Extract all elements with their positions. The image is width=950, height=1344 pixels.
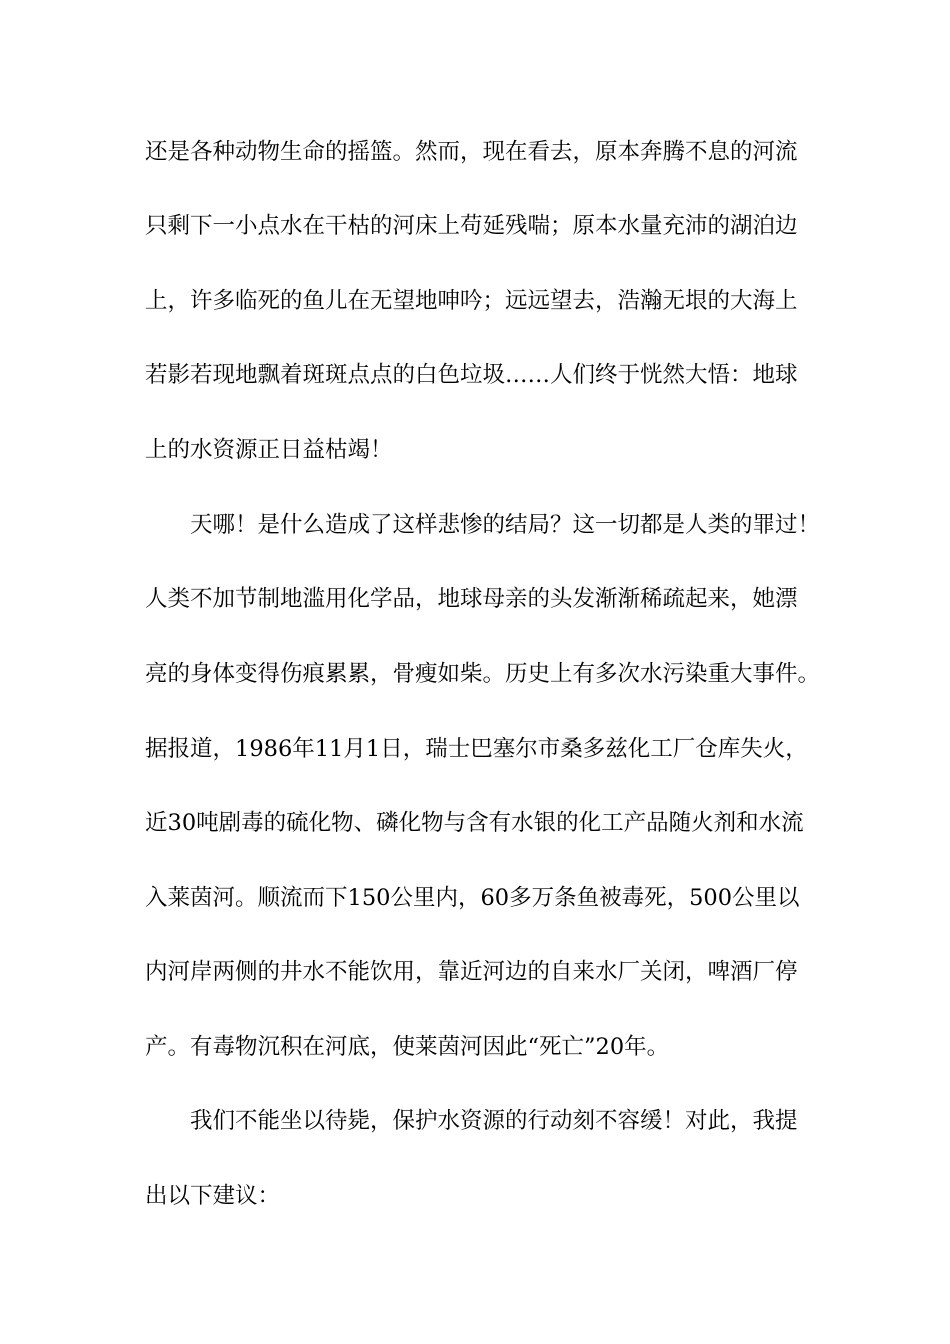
paragraph-3-line-1: 我们不能坐以待毙，保护水资源的行动刻不容缓！对此，我提 [190,1108,798,1134]
paragraph-2-line-2: 人类不加节制地滥用化学品，地球母亲的头发渐渐稀疏起来，她漂 [145,586,798,612]
paragraph-1-line-3: 上，许多临死的鱼儿在无望地呻吟；远远望去，浩瀚无垠的大海上 [145,288,798,314]
paragraph-2-line-7: 内河岸两侧的井水不能饮用，靠近河边的自来水厂关闭，啤酒厂停 [145,959,798,985]
paragraph-1-line-4: 若影若现地飘着斑斑点点的白色垃圾……人们终于恍然大悟：地球 [145,362,798,388]
paragraph-2-line-4: 据报道，1986年11月1日，瑞士巴塞尔市桑多兹化工厂仓库失火， [145,736,808,762]
paragraph-2-line-5: 近30吨剧毒的硫化物、磷化物与含有水银的化工产品随火剂和水流 [145,810,804,836]
paragraph-2-line-8: 产。有毒物沉积在河底，使莱茵河因此“死亡”20年。 [145,1034,670,1060]
paragraph-2-line-1: 天哪！是什么造成了这样悲惨的结局？这一切都是人类的罪过！ [190,512,821,538]
paragraph-1-line-1: 还是各种动物生命的摇篮。然而，现在看去，原本奔腾不息的河流 [145,139,798,165]
paragraph-3-line-2: 出以下建议： [145,1183,281,1209]
paragraph-2-line-6: 入莱茵河。顺流而下150公里内，60多万条鱼被毒死，500公里以 [145,885,800,911]
paragraph-2-line-3: 亮的身体变得伤痕累累，骨瘦如柴。历史上有多次水污染重大事件。 [145,661,821,687]
paragraph-1-line-2: 只剩下一小点水在干枯的河床上苟延残喘；原本水量充沛的湖泊边 [145,213,798,239]
paragraph-1-line-5: 上的水资源正日益枯竭！ [145,437,393,463]
